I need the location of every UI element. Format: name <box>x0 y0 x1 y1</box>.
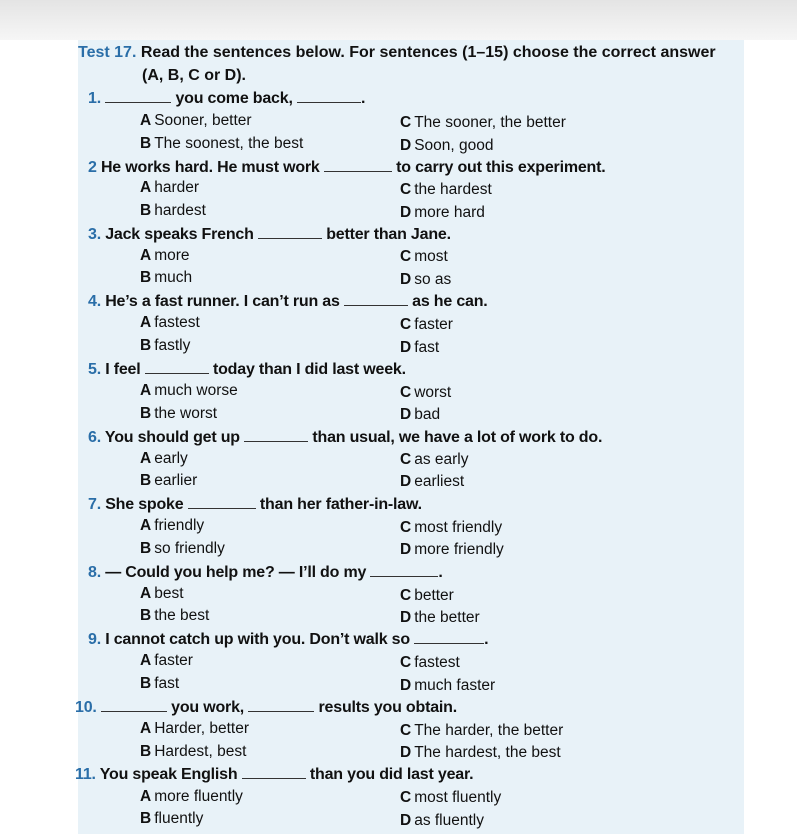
option-c[interactable]: C most <box>400 248 448 265</box>
option-b[interactable]: B so friendly <box>140 540 225 557</box>
answer-blank[interactable] <box>258 225 322 239</box>
option-b[interactable]: B fastly <box>140 337 191 354</box>
option-c[interactable]: C better <box>400 587 454 604</box>
instruction-line-2: (A, B, C or D). <box>142 67 246 84</box>
option-b[interactable]: B the worst <box>140 405 218 422</box>
answer-blank[interactable] <box>145 360 209 374</box>
question-text: today than I did last week. <box>208 361 406 378</box>
question-text: better than Jane. <box>321 226 451 243</box>
option-c[interactable]: C most friendly <box>400 519 503 536</box>
answer-blank[interactable] <box>188 495 256 509</box>
option-b[interactable]: B The soonest, the best <box>140 135 304 152</box>
question-text: you work, <box>166 699 249 716</box>
option-a[interactable]: A Sooner, better <box>140 112 252 129</box>
test-label: Test 17. <box>78 44 137 61</box>
option-c[interactable]: C as early <box>400 451 469 468</box>
question-text: . <box>360 90 366 107</box>
answer-blank[interactable] <box>248 698 314 712</box>
question-7 <box>88 495 422 514</box>
option-d[interactable]: D more hard <box>400 204 485 221</box>
question-number: 2 <box>88 159 97 176</box>
question-1 <box>88 89 365 108</box>
option-a[interactable]: A Harder, better <box>140 720 249 737</box>
option-a[interactable]: A more <box>140 247 190 264</box>
option-a[interactable]: A fastest <box>140 314 200 331</box>
question-text: results you obtain. <box>314 699 457 716</box>
question-text: You speak English <box>99 766 242 783</box>
question-number: 1. <box>88 90 101 107</box>
answer-blank[interactable] <box>244 428 308 442</box>
question-text: than her father-in-law. <box>255 496 422 513</box>
question-text: than you did last year. <box>305 766 474 783</box>
option-b[interactable]: B earlier <box>140 472 198 489</box>
question-text: . <box>484 631 489 648</box>
option-b[interactable]: B the best <box>140 607 210 624</box>
test-heading <box>78 44 716 62</box>
question-text: He works hard. He must work <box>100 159 324 176</box>
answer-blank[interactable] <box>344 292 408 306</box>
question-number: 5. <box>88 361 101 378</box>
question-text: than usual, we have a lot of work to do. <box>308 429 603 446</box>
question-text: You should get up <box>104 429 245 446</box>
answer-blank[interactable] <box>297 89 361 103</box>
option-a[interactable]: A more fluently <box>140 788 243 805</box>
option-b[interactable]: B Hardest, best <box>140 743 247 760</box>
option-c[interactable]: C The sooner, the better <box>400 114 566 131</box>
option-d[interactable]: D the better <box>400 609 480 626</box>
option-d[interactable]: D Soon, good <box>400 137 494 154</box>
question-number: 4. <box>88 293 101 310</box>
option-c[interactable]: C faster <box>400 316 453 333</box>
option-d[interactable]: D The hardest, the best <box>400 744 561 761</box>
option-c[interactable]: C The harder, the better <box>400 722 564 739</box>
question-text: . <box>438 564 443 581</box>
question-text: I cannot catch up with you. Don’t walk so <box>105 631 415 648</box>
option-c[interactable]: C the hardest <box>400 181 492 198</box>
question-8 <box>88 563 443 582</box>
option-a[interactable]: A friendly <box>140 517 205 534</box>
question-5 <box>88 360 406 379</box>
question-text: She spoke <box>105 496 188 513</box>
question-2 <box>88 158 606 177</box>
answer-blank[interactable] <box>101 698 167 712</box>
option-c[interactable]: C worst <box>400 384 452 401</box>
question-9 <box>88 630 488 649</box>
question-number: 8. <box>88 564 101 581</box>
option-b[interactable]: B hardest <box>140 202 206 219</box>
instruction-line-1: Read the sentences below. For sentences (1–15) choose the correct answer <box>140 44 716 61</box>
option-d[interactable]: D so as <box>400 271 452 288</box>
option-b[interactable]: B much <box>140 269 193 286</box>
question-number: 9. <box>88 631 101 648</box>
question-text: Jack speaks French <box>105 226 258 243</box>
question-text: you come back, <box>171 90 297 107</box>
option-a[interactable]: A much worse <box>140 382 238 399</box>
option-b[interactable]: B fluently <box>140 810 204 827</box>
top-bar <box>0 0 797 40</box>
option-c[interactable]: C fastest <box>400 654 460 671</box>
option-d[interactable]: D earliest <box>400 473 465 490</box>
question-text: — Could you help me? — I’ll do my <box>105 564 371 581</box>
question-10 <box>75 698 457 717</box>
option-d[interactable]: D more friendly <box>400 541 504 558</box>
question-text: to carry out this experiment. <box>391 159 606 176</box>
question-11 <box>75 765 473 784</box>
option-d[interactable]: D fast <box>400 339 440 356</box>
question-number: 6. <box>88 429 101 446</box>
option-d[interactable]: D bad <box>400 406 441 423</box>
option-a[interactable]: A early <box>140 450 188 467</box>
option-b[interactable]: B fast <box>140 675 180 692</box>
answer-blank[interactable] <box>414 630 484 644</box>
question-text: I feel <box>105 361 145 378</box>
option-d[interactable]: D much faster <box>400 677 496 694</box>
option-c[interactable]: C most fluently <box>400 789 502 806</box>
question-number: 11. <box>75 766 96 783</box>
option-a[interactable]: A faster <box>140 652 193 669</box>
answer-blank[interactable] <box>324 158 392 172</box>
question-text: as he can. <box>407 293 488 310</box>
question-6 <box>88 428 602 447</box>
question-4 <box>88 292 488 311</box>
question-3 <box>88 225 451 244</box>
question-number: 10. <box>75 699 97 716</box>
option-a[interactable]: A best <box>140 585 184 602</box>
option-a[interactable]: A harder <box>140 179 200 196</box>
answer-blank[interactable] <box>370 563 438 577</box>
question-text: He’s a fast runner. I can’t run as <box>105 293 344 310</box>
answer-blank[interactable] <box>105 89 171 103</box>
answer-blank[interactable] <box>242 765 306 779</box>
option-d[interactable]: D as fluently <box>400 812 484 829</box>
question-number: 7. <box>88 496 101 513</box>
question-number: 3. <box>88 226 101 243</box>
